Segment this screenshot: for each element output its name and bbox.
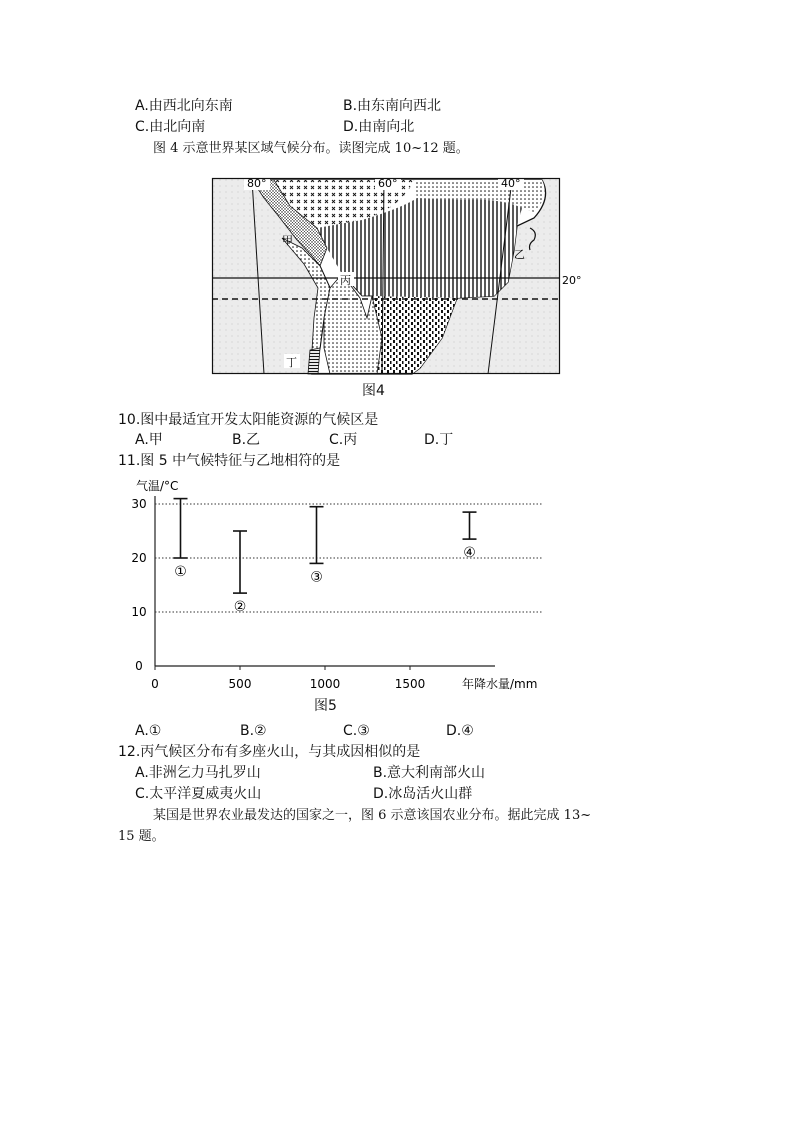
q10-option-d: D.丁 — [424, 432, 454, 448]
fig6-intro-line1: 某国是世界农业最发达的国家之一，图 6 示意该国农业分布。据此完成 13~ — [153, 808, 592, 823]
fig6-intro-line2: 15 题。 — [118, 829, 165, 844]
q12-option-d: D.冰岛活火山群 — [373, 786, 473, 802]
q12-option-c: C.太平洋夏威夷火山 — [135, 786, 262, 802]
x-tick-label: 0 — [151, 677, 159, 691]
q9-option-a: A.由西北向东南 — [135, 98, 233, 114]
range-bar-label: ② — [233, 599, 247, 616]
q11-option-c: C.③ — [343, 723, 370, 739]
x-tick-label: 1500 — [394, 677, 426, 691]
climate-map-figure4 — [212, 177, 582, 374]
label-bing: 丙 — [340, 274, 351, 287]
y-tick-label: 10 — [131, 605, 147, 619]
fig4-caption: 图4 — [362, 383, 385, 399]
fig5-caption: 图5 — [314, 698, 337, 714]
q11-option-d: D.④ — [446, 723, 474, 739]
label-yi: 乙 — [514, 248, 525, 261]
q9-option-c: C.由北向南 — [135, 119, 206, 135]
y-tick-label: 0 — [135, 659, 143, 673]
x-tick-label: 1000 — [309, 677, 341, 691]
chart-figure5 — [118, 470, 558, 700]
range-bar-label: ④ — [463, 545, 476, 562]
q9-option-b: B.由东南向西北 — [343, 98, 442, 114]
q11-option-a: A.① — [135, 723, 162, 739]
label-jia: 甲 — [282, 234, 293, 247]
q10-option-b: B.乙 — [232, 432, 261, 448]
range-bar-1 — [174, 499, 188, 580]
q12-option-a: A.非洲乞力马扎罗山 — [135, 765, 261, 781]
q12-stem: 12.丙气候区分布有多座火山，与其成因相似的是 — [118, 744, 421, 760]
q10-option-c: C.丙 — [329, 432, 358, 448]
range-bar-label: ③ — [310, 569, 323, 586]
range-bar-3 — [310, 507, 324, 586]
q10-option-a: A.甲 — [135, 432, 163, 448]
range-bar-4 — [463, 512, 477, 561]
label-lon-60: 60° — [378, 177, 398, 190]
label-ding: 丁 — [286, 356, 297, 369]
range-bar-label: ① — [174, 564, 187, 580]
fig4-intro: 图 4 示意世界某区域气候分布。读图完成 10~12 题。 — [153, 141, 469, 156]
q10-stem: 10.图中最适宜开发太阳能资源的气候区是 — [118, 412, 379, 428]
label-lat-20: 20° — [562, 274, 582, 287]
y-tick-label: 20 — [131, 551, 147, 565]
chart-xlabel: 年降水量/mm — [462, 677, 538, 691]
q11-option-b: B.② — [240, 723, 267, 739]
q12-option-b: B.意大利南部火山 — [373, 765, 486, 781]
zone-ding — [308, 348, 320, 374]
label-lon-40: 40° — [501, 177, 521, 190]
q9-option-d: D.由南向北 — [343, 119, 415, 135]
y-tick-label: 30 — [131, 497, 147, 511]
q11-stem: 11.图 5 中气候特征与乙地相符的是 — [118, 453, 341, 469]
x-tick-label: 500 — [228, 677, 252, 691]
chart-ylabel: 气温/°C — [136, 479, 179, 493]
label-lon-80: 80° — [247, 177, 267, 190]
range-bar-2 — [233, 531, 247, 615]
